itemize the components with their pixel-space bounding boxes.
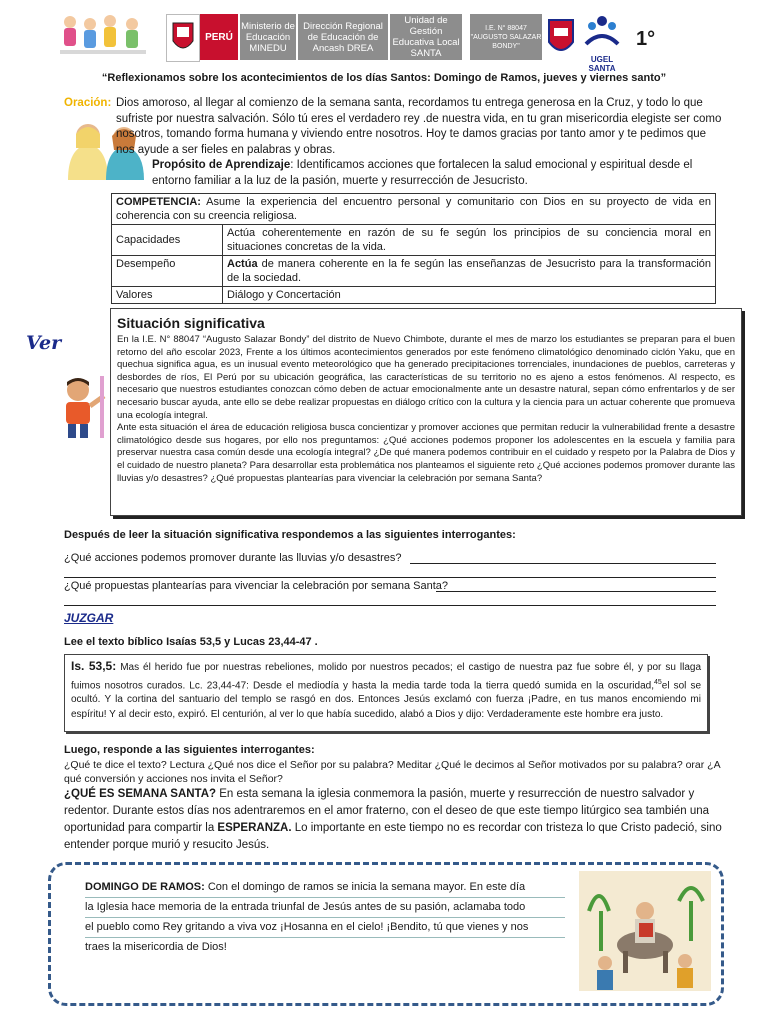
unidad-label: Unidad de Gestión Educativa Local SANTA [392,15,460,59]
row-bold: Actúa [227,258,258,270]
boy-pointing [56,376,106,440]
proposito-label: Propósito de Aprendizaje [152,159,291,171]
situacion-text [117,334,735,485]
ver-label: Ver [26,332,62,354]
row-value: Diálogo y Concertación [223,287,716,304]
domingo-line: traes la misericordia de Dios! [85,941,227,953]
answer-line[interactable] [410,563,716,564]
grade-label: 1° [636,28,656,50]
semana-santa-paragraph [64,786,724,854]
row-label: Valores [112,287,223,304]
semana-text-2: Lo importante en este tiempo no es recordar con tristeza lo que Cristo padeció, sino entender porque murió y resucito Jesús. [64,822,722,851]
table-row [112,287,716,304]
row-label: Capacidades [112,225,223,256]
competencia-cell [112,194,716,225]
competencia-label: COMPETENCIA: [116,196,201,208]
domingo-line: el pueblo como Rey gritando a viva voz ¡Hosanna en el cielo! ¡Bendito, tú que vienes y nos [85,918,565,938]
ugel-label: UGEL SANTA [588,55,616,73]
school-shield [546,14,576,60]
competencia-text: Asume la experiencia del encuentro personal y comunitario con Dios en su proyecto de vida en coherencia con su creencia religiosa. [116,196,711,222]
situacion-p2: Ante esta situación el área de educación religiosa busca concientizar y promover acciones que permitan reducir la vulnerabilidad frente a desastre climatológico desde sus hogares, por ello nos preguntamos: ¿Qué acciones podemos proponer los adolescentes en la escuela y familia para preservar nuestra casa común desde una ecología integral? ¿De qué manera podemos contribuir en el cuidado y respeto por la Palabra de Dios y el cuidado de nuestro planeta? Para desarrollar esta problemática nos planteamos el siguiente reto ¿Qué acciones podemos promover durante las lluvias y/o desastres? ¿Qué propuestas plantearías para vivenciar la celebración por semana Santa? [117,422,735,484]
ministry-label: Ministerio de Educación MINEDU [241,20,295,54]
bible-verse-number: 45 [653,678,662,686]
peru-shield [166,14,200,62]
ministry-box [240,14,296,60]
situacion-box [110,308,742,516]
direccion-box [298,14,388,60]
domingo-line-text: Con el domingo de ramos se inicia la semana mayor. En este día [204,881,526,893]
bible-text-1: Mas él herido fue por nuestras rebeliones, molido por nuestros pecados; el castigo de nuestra paz fue sobre él, y por su llaga fuimos nosotros curados. Lc. 23,44-47: Desde el mediodía y hasta la media tarde toda la tierra quedó sumida en la oscuridad, [71,662,702,691]
row-label: Desempeño [112,256,223,287]
palm-sunday-scene [579,871,711,991]
domingo-line: la Iglesia hace memoria de la entrada triunfal de Jesús antes de su pasión, aclamaba todo [85,898,565,918]
peru-box [200,14,238,60]
competencia-table [111,193,716,304]
answer-line[interactable] [64,577,716,578]
juzgar-heading: JUZGAR [64,611,114,625]
lee-heading: Lee el texto bíblico Isaías 53,5 y Lucas 23,44-47 . [64,636,318,648]
semana-text-1: En esta semana la iglesia conmemora la pasión, muerte y resurrección de nuestro salvador y redentor. Durante estos días nos adentraremos en el amor fraterno, con el deseo de que este tiempo litúrgico sea también una oportunidad para compartir la [64,788,710,834]
luego-heading: Luego, responde a las siguientes interrogantes: [64,744,315,756]
ver-divider [100,376,104,438]
competencia-row [112,194,716,225]
peru-label: PERÚ [205,31,233,43]
direccion-label: Dirección Regional de Educación de Ancash DREA [303,20,383,54]
question-2: ¿Qué propuestas plantearías para vivenciar la celebración por semana Santa? [64,580,449,592]
esperanza-word: ESPERANZA. [217,822,292,834]
school-badge-label: I.E. N° 88047 "AUGUSTO SALAZAR BONDY" [470,24,542,50]
bible-text [71,659,701,722]
domingo-line [85,878,565,898]
school-badge-box [470,14,542,60]
children-clipart [58,12,148,58]
row-value-cell [223,256,716,287]
reflection-questions: ¿Qué te dice el texto? Lectura ¿Qué nos dice el Señor por su palabra? Meditar ¿Qué le decimos al Señor motivados por su palabra? orar ¿A qué conversión y acciones nos invita el Señor? [64,759,721,785]
table-row [112,256,716,287]
answer-line[interactable] [436,591,716,592]
despues-heading: Después de leer la situación significativa respondemos a las siguientes interrogantes: [64,529,516,541]
situacion-title: Situación significativa [117,315,265,331]
domingo-text [85,878,565,957]
ugel-logo [580,14,624,73]
row-value: de manera coherente en la fe según las enseñanzas de Jesucristo para la transformación de la sociedad. [227,258,711,284]
bible-text-2: el sol se ocultó. Y la cortina del santuario del templo se rasgó en dos. Entonces Jesús exclamó con fuerza ¡Padre, en tus manos encomiendo mi espíritu! Y al decir esto, expiró. El centurión, al ver lo que había sucedido, alabó a Dios y dijo: Verdaderamente este hombre era justo. [71,679,702,720]
domingo-label: DOMINGO DE RAMOS: [85,881,205,893]
page-title: “Reflexionamos sobre los acontecimientos de los días Santos: Domingo de Ramos, jueves y viernes santo” [101,72,667,84]
table-row [112,225,716,256]
oracion-text: Dios amoroso, al llegar al comienzo de la semana santa, recordamos tu entrega generosa en la Cruz, y todo lo que sufriste por nuestra salvación. Sólo tú eres el verdadero rey .de nuestra vida, en tu gran misericordia elegiste ser como nosotros, tomando forma humana y viviendo entre nosotros. Hoy te damos gracias por tanto amor y te pedimos que nos ayude a ser fieles en palabras y obras. [116,97,722,156]
bible-box [64,654,708,732]
semana-label: ¿QUÉ ES SEMANA SANTA? [64,788,217,800]
oracion-label: Oración: [64,97,112,109]
question-1: ¿Qué acciones podemos promover durante las lluvias y/o desastres? [64,552,402,564]
unidad-box [390,14,462,60]
domingo-box [48,862,724,1006]
answer-line[interactable] [64,605,716,606]
situacion-p1: En la I.E. N° 88047 “Augusto Salazar Bondy” del distrito de Nuevo Chimbote, durante el mes de marzo los estudiantes se preparan para el buen retorno del año escolar 2023, Frente a los últimos acontecimientos generados por este fenómeno climatológico denominado ciclón Yaku, que en quechua significa agua, es un inusual evento meteorológico que ha generado precipitaciones torrenciales, inundaciones de pueblos, carreteras y desbordes de ríos, El Perú por su ubicación geográfica, las características de su territorio no es ajeno a estos fenómenos. Al respecto, es necesario que nuestros estudiantes conozcan cómo deben de actuar emocionalmente ante un desastre natural, sepan cómo enfrentarlos y de ser necesario buscar ayuda, ante ello se debe realizar propuestas en diálogo crítico con la cultura y la ciencia para un actuar coherente que promueva una ecología integral. [117,334,735,421]
bible-ref: Is. 53,5: [71,659,117,673]
proposito-paragraph [152,158,724,189]
row-value: Actúa coherentemente en razón de su fe según los principios de su conciencia moral en situaciones concretas de la vida. [223,225,716,256]
proposito-text: : Identificamos acciones que fortalecen la salud emocional y espiritual desde el entorno familiar a la luz de la pasión, muerte y resurrección de Jesucristo. [152,159,693,187]
